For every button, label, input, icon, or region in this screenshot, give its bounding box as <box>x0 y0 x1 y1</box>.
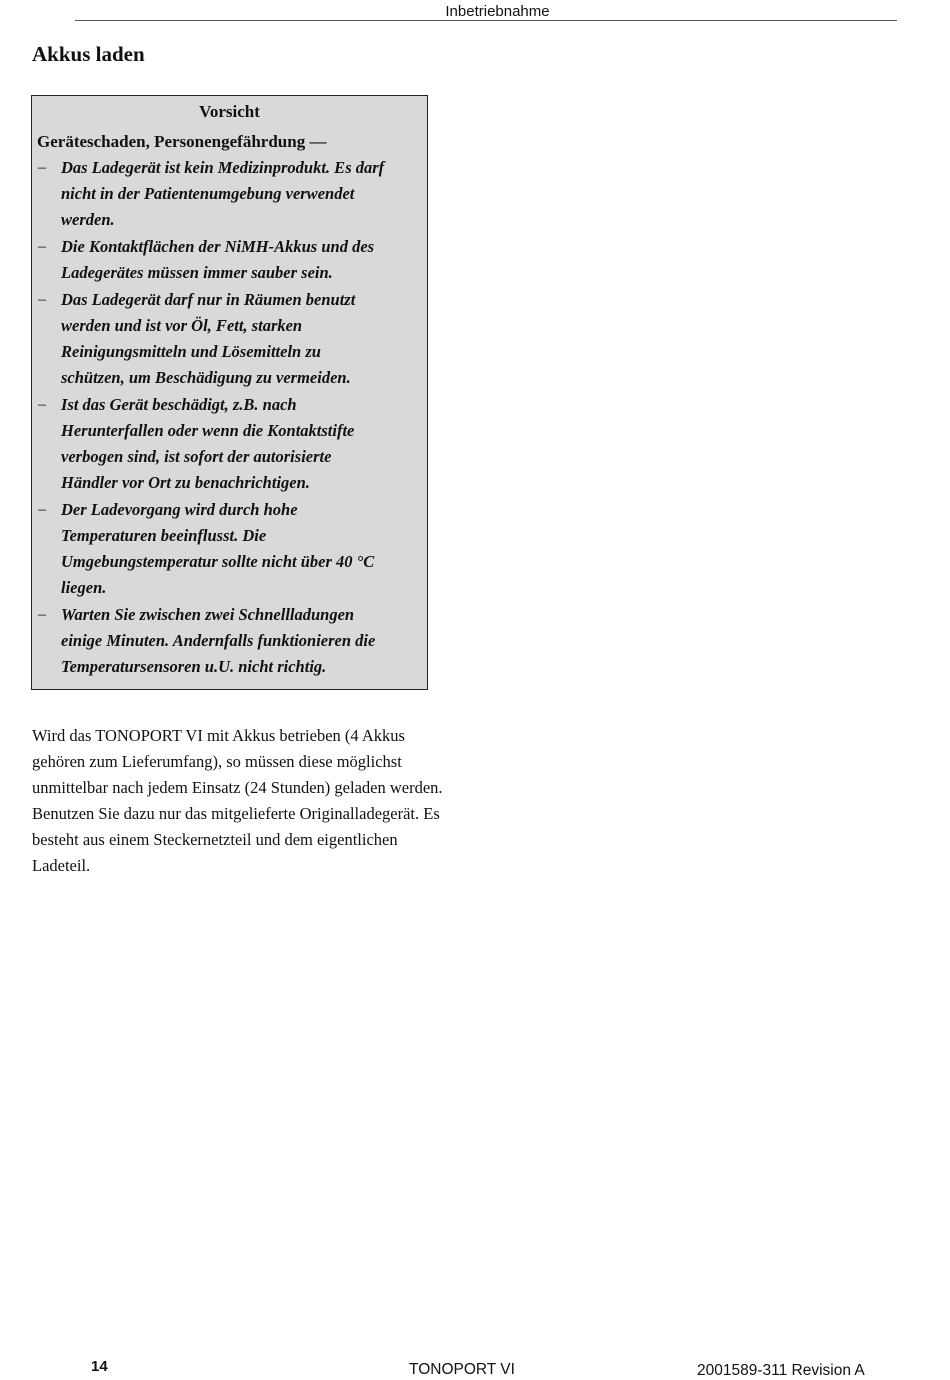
caution-item-line: Das Ladegerät darf nur in Räumen benutzt <box>61 290 356 309</box>
body-line: Ladeteil. <box>32 856 91 875</box>
bullet-dash: – <box>38 396 46 413</box>
caution-item-line: nicht in der Patientenumgebung verwendet <box>61 184 355 203</box>
caution-item-line: Ladegerätes müssen immer sauber sein. <box>61 263 333 282</box>
section-title: Akkus laden <box>32 42 145 66</box>
caution-item-line: liegen. <box>61 578 107 597</box>
caution-item-line: Das Ladegerät ist kein Medizinprodukt. Es darf <box>61 158 385 177</box>
caution-item-line: Händler vor Ort zu benachrichtigen. <box>61 473 310 492</box>
body-paragraph <box>32 723 472 879</box>
caution-item-line: Herunterfallen oder wenn die Kontaktstifte <box>61 421 355 440</box>
bullet-dash: – <box>38 159 46 176</box>
caution-list-item <box>32 234 427 286</box>
caution-item-line: werden. <box>61 210 115 229</box>
caution-subheading: Geräteschaden, Personengefährdung — <box>37 132 327 151</box>
page-number: 14 <box>91 1358 108 1375</box>
body-line: Benutzen Sie dazu nur das mitgelieferte Originalladegerät. Es <box>32 804 440 823</box>
body-line: besteht aus einem Steckernetzteil und dem eigentlichen <box>32 830 398 849</box>
bullet-dash: – <box>38 291 46 308</box>
caution-list-item <box>32 155 427 233</box>
caution-item-line: Temperaturen beeinflusst. Die <box>61 526 267 545</box>
caution-list-item <box>32 392 427 496</box>
caution-item-line: Ist das Gerät beschädigt, z.B. nach <box>61 395 297 414</box>
caution-item-line: Umgebungstemperatur sollte nicht über 40 °C <box>61 552 375 571</box>
body-line: unmittelbar nach jedem Einsatz (24 Stunden) geladen werden. <box>32 778 443 797</box>
caution-list <box>32 155 427 681</box>
running-header-title: Inbetriebnahme <box>445 3 550 20</box>
caution-item-line: Warten Sie zwischen zwei Schnellladungen <box>61 605 355 624</box>
body-line: Wird das TONOPORT VI mit Akkus betrieben (4 Akkus <box>32 726 405 745</box>
caution-heading: Vorsicht <box>199 102 260 121</box>
caution-item-line: einige Minuten. Andernfalls funktionieren die <box>61 631 376 650</box>
caution-box <box>31 95 428 690</box>
bullet-dash: – <box>38 501 46 518</box>
header-rule <box>75 20 897 21</box>
caution-list-item <box>32 602 427 680</box>
caution-list-item <box>32 497 427 601</box>
caution-item-line: Der Ladevorgang wird durch hohe <box>61 500 298 519</box>
footer-product-name: TONOPORT VI <box>409 1361 515 1378</box>
caution-item-line: Reinigungsmitteln und Lösemitteln zu <box>61 342 321 361</box>
caution-item-line: Die Kontaktflächen der NiMH-Akkus und des <box>61 237 375 256</box>
caution-list-item <box>32 287 427 391</box>
caution-item-line: verbogen sind, ist sofort der autorisierte <box>61 447 332 466</box>
caution-item-line: Temperatursensoren u.U. nicht richtig. <box>61 657 327 676</box>
bullet-dash: – <box>38 606 46 623</box>
bullet-dash: – <box>38 238 46 255</box>
footer-document-number: 2001589-311 Revision A <box>697 1362 865 1379</box>
caution-item-line: schützen, um Beschädigung zu vermeiden. <box>61 368 351 387</box>
body-line: gehören zum Lieferumfang), so müssen diese möglichst <box>32 752 402 771</box>
caution-item-line: werden und ist vor Öl, Fett, starken <box>61 316 303 335</box>
